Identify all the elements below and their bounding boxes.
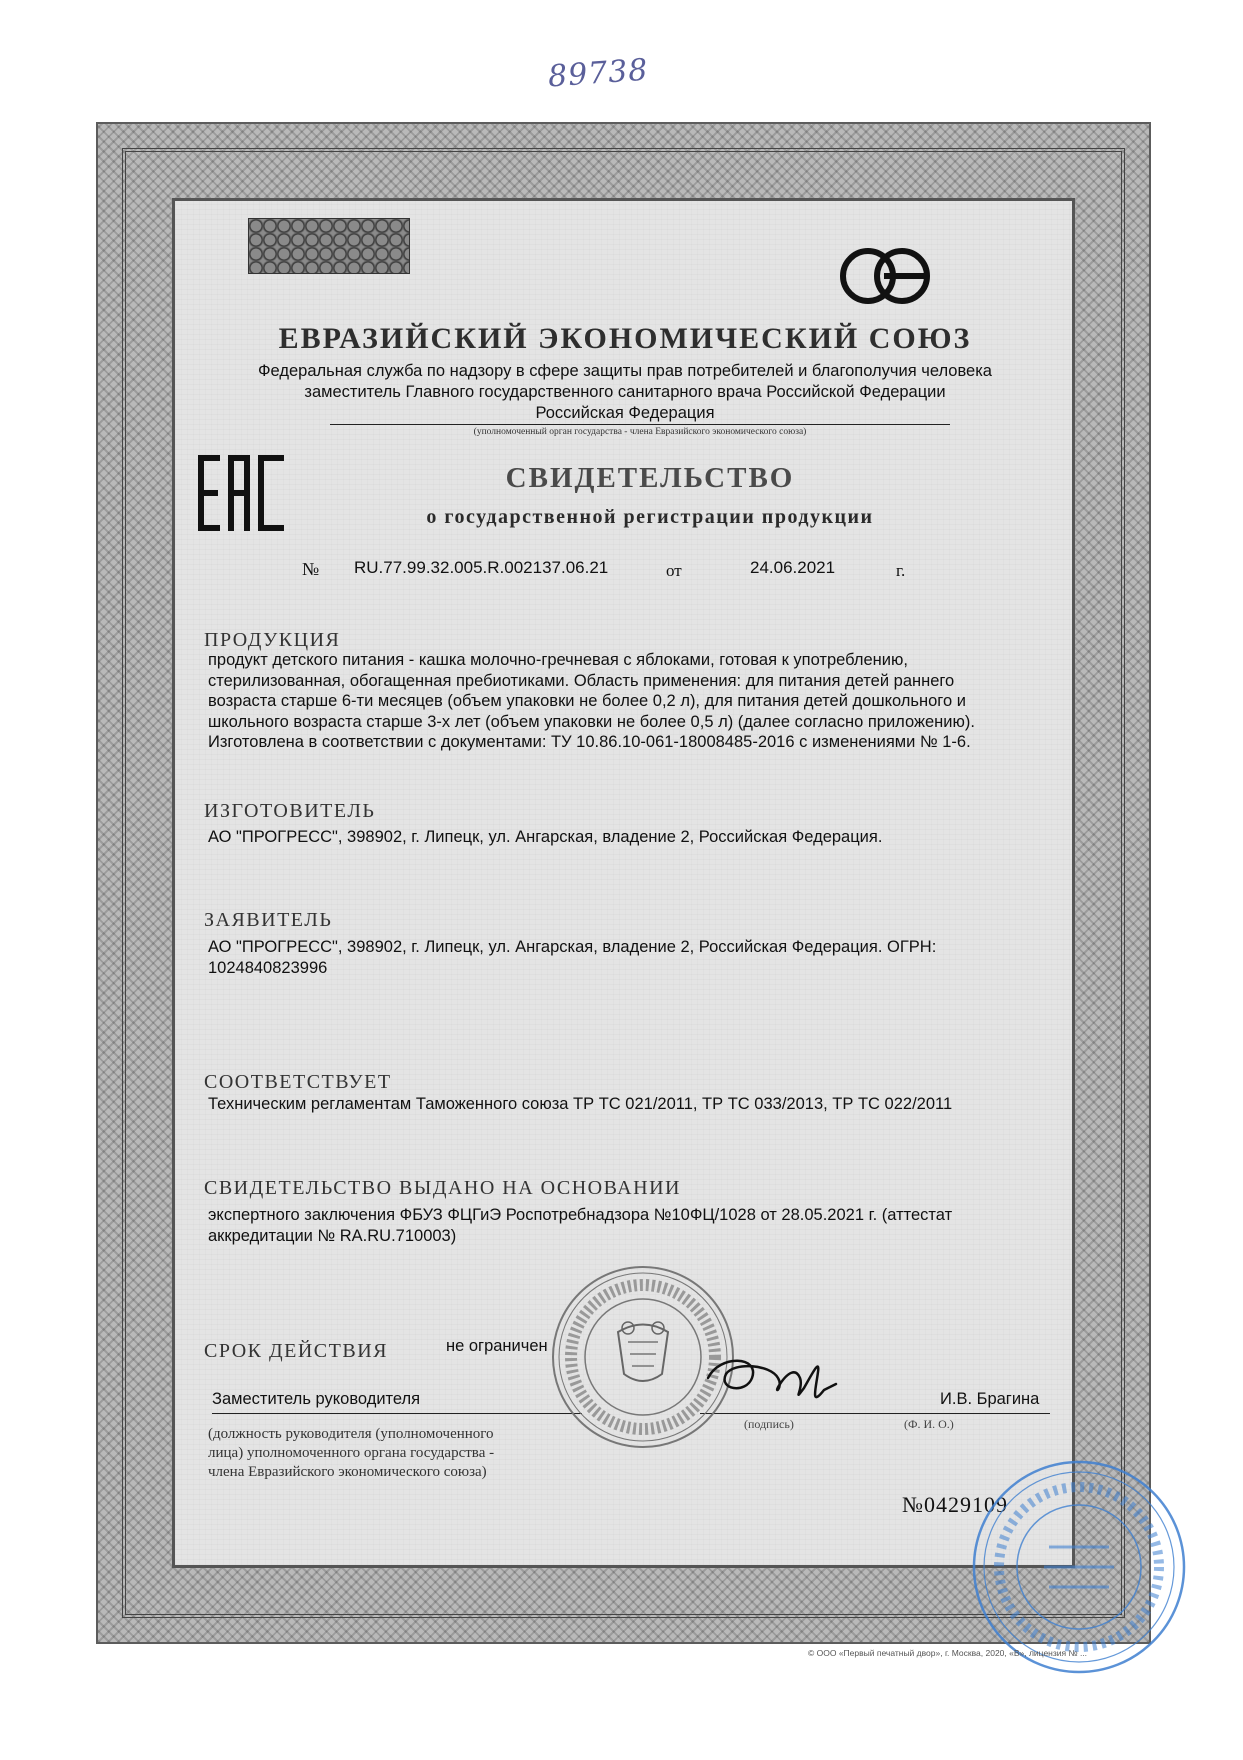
product-line: школьного возраста старше 3-х лет (объем упаковки не более 0,5 л) (далее согласно приложению). — [208, 712, 975, 731]
product-line: стерилизованная, обогащенная пребиотиками. Область применения: для питания детей раннего — [208, 671, 955, 690]
authority-line: Федеральная служба по надзору в сфере защиты прав потребителей и благополучия человека — [258, 362, 992, 380]
conformity-details: Техническим регламентам Таможенного союза ТР ТС 021/2011, ТР ТС 033/2013, ТР ТС 022/2011 — [208, 1095, 953, 1113]
applicant-details — [208, 937, 1068, 978]
authority-line: Российская Федерация — [535, 404, 715, 422]
validity-heading: СРОК ДЕЙСТВИЯ — [204, 1340, 388, 1362]
position-caption-line: лица) уполномоченного органа государства - — [208, 1445, 495, 1461]
printer-imprint: © ООО «Первый печатный двор», г. Москва, 2020, «В», лицензия № ... — [808, 1648, 1088, 1658]
basis-heading: СВИДЕТЕЛЬСТВО ВЫДАНО НА ОСНОВАНИИ — [204, 1177, 681, 1199]
applicant-line: АО "ПРОГРЕСС", 398902, г. Липецк, ул. Ангарская, владение 2, Российская Федерация. ОГРН: — [208, 938, 937, 956]
signer-name: И.В. Брагина — [940, 1390, 1040, 1408]
certificate-subtitle: о государственной регистрации продукции — [426, 506, 874, 528]
manufacturer-details: АО "ПРОГРЕСС", 398902, г. Липецк, ул. Ангарская, владение 2, Российская Федерация. — [208, 828, 883, 846]
basis-details — [208, 1205, 1068, 1246]
authority-underline — [330, 424, 950, 425]
ce-logo-icon — [838, 244, 934, 308]
product-heading: ПРОДУКЦИЯ — [204, 629, 341, 651]
registration-number: RU.77.99.32.005.R.002137.06.21 — [354, 558, 609, 577]
applicant-line: 1024840823996 — [208, 958, 328, 977]
position-caption-line: (должность руководителя (уполномоченного — [208, 1426, 494, 1442]
name-caption: (Ф. И. О.) — [904, 1417, 954, 1431]
year-suffix: г. — [896, 561, 906, 580]
eaeu-title: ЕВРАЗИЙСКИЙ ЭКОНОМИЧЕСКИЙ СОЮЗ — [278, 322, 972, 355]
product-line: возраста старше 6-ти месяцев (объем упаковки не более 0,2 л), для питания детей дошкольного и — [208, 692, 966, 710]
handwritten-signature — [700, 1344, 840, 1414]
signer-position: Заместитель руководителя — [212, 1390, 421, 1408]
product-line: Изготовлена в соответствии с документами: ТУ 10.86.10-061-18008485-2016 с изменениями № 1-6. — [208, 733, 971, 751]
position-caption-line: члена Евразийского экономического союза) — [208, 1464, 487, 1480]
handwritten-number: 89738 — [546, 52, 650, 95]
registration-date: 24.06.2021 — [750, 558, 836, 577]
applicant-heading: ЗАЯВИТЕЛЬ — [204, 909, 333, 931]
product-line: продукт детского питания - кашка молочно-гречневая с яблоками, готовая к употреблению, — [208, 651, 908, 669]
certificate-title: СВИДЕТЕЛЬСТВО — [505, 462, 795, 494]
security-pattern — [248, 218, 410, 274]
product-description — [208, 650, 1068, 753]
issuing-authority — [200, 361, 1050, 424]
signature-caption: (подпись) — [744, 1417, 794, 1431]
number-sign: № — [302, 559, 320, 579]
authority-line: заместитель Главного государственного санитарного врача Российской Федерации — [304, 383, 946, 401]
date-from-label: от — [666, 561, 682, 580]
form-number: №0429109 — [902, 1492, 1008, 1517]
position-underline — [212, 1413, 582, 1414]
name-underline — [828, 1413, 1050, 1414]
conformity-heading: СООТВЕТСТВУЕТ — [204, 1071, 392, 1093]
manufacturer-heading: ИЗГОТОВИТЕЛЬ — [204, 800, 376, 822]
authority-caption: (уполномоченный орган государства - члена Евразийского экономического союза) — [473, 427, 807, 437]
validity-value: не ограничен — [446, 1337, 548, 1355]
basis-line: экспертного заключения ФБУЗ ФЦГиЭ Роспотребнадзора №10ФЦ/1028 от 28.05.2021 г. (аттестат — [208, 1206, 953, 1224]
basis-line: аккредитации № RA.RU.710003) — [208, 1226, 457, 1245]
